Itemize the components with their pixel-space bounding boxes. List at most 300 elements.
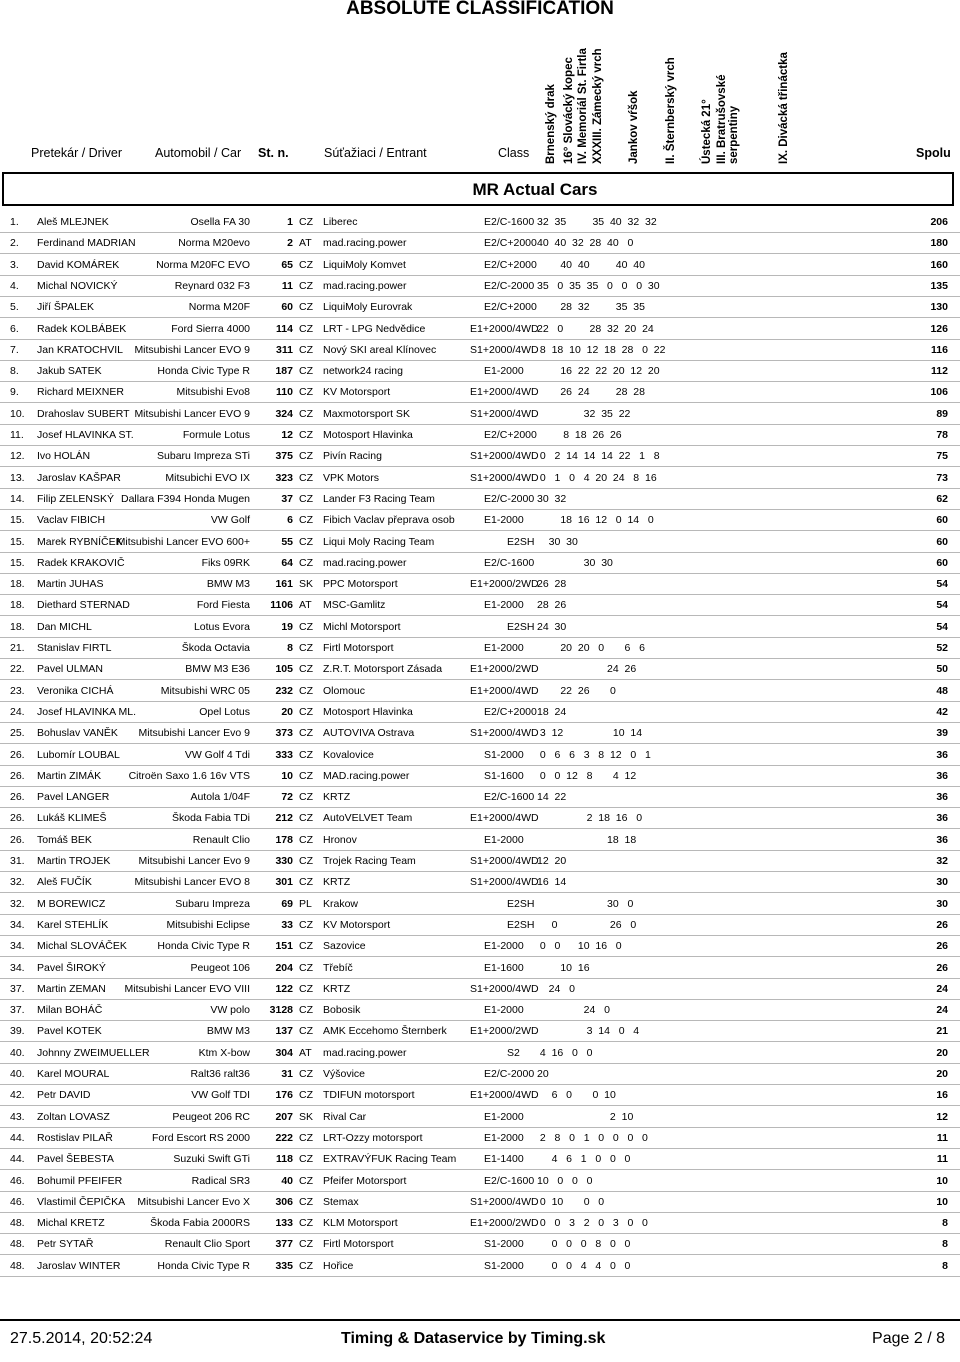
table-row (0, 1107, 960, 1128)
table-row (0, 446, 960, 467)
cell-start-number: 137 (275, 1025, 293, 1038)
cell-driver: Michal NOVICKÝ (37, 279, 118, 292)
cell-nationality: CZ (299, 365, 313, 378)
cell-class: E2SH (507, 918, 535, 931)
cell-start-number: 304 (275, 1046, 293, 1059)
cell-class: E1-1400 (484, 1153, 524, 1166)
cell-start-number: 178 (275, 833, 293, 846)
cell-class: E1+2000/2WD (470, 578, 539, 591)
cell-nationality: CZ (299, 322, 313, 335)
cell-class: E2/C-1600 (484, 791, 535, 804)
cell-start-number: 6 (287, 514, 293, 527)
cell-car: Honda Civic Type R (157, 1259, 250, 1272)
cell-car: VW Golf TDI (191, 1089, 250, 1102)
cell-position: 7. (10, 343, 19, 356)
table-row (0, 1128, 960, 1149)
table-row (0, 276, 960, 297)
cell-start-number: 1106 (270, 599, 293, 612)
cell-car: Mitsubishi Lancer Evo 9 (138, 727, 250, 740)
cell-start-number: 204 (275, 961, 293, 974)
cell-car: Škoda Octavia (181, 642, 250, 654)
cell-position: 46. (10, 1195, 25, 1208)
cell-position: 5. (10, 301, 19, 314)
cell-nationality: CZ (299, 1004, 313, 1017)
cell-start-number: 122 (275, 982, 293, 995)
cell-nationality: AT (299, 1046, 312, 1059)
cell-class: S1+2000/4WD (470, 1195, 539, 1208)
cell-class: E1+2000/4WD (470, 386, 539, 399)
cell-event-points: 0 6 6 3 8 12 0 1 (537, 748, 651, 761)
cell-total-points: 24 (936, 1004, 948, 1017)
cell-driver: Michal KRETZ (37, 1217, 105, 1230)
cell-position: 1. (10, 216, 19, 228)
cell-total-points: 11 (936, 1131, 948, 1144)
cell-class: E2/C+2000 (484, 258, 537, 271)
table-row (0, 1085, 960, 1106)
cell-car: BMW M3 E36 (185, 663, 250, 676)
cell-entrant: Firtl Motorsport (323, 1238, 394, 1251)
cell-class: S1+2000/4WD (470, 727, 539, 740)
cell-car: Norma M20FC EVO (156, 258, 250, 271)
cell-car: VW Golf (210, 514, 250, 527)
cell-car: Mitsubishi Lancer EVO 9 (134, 407, 250, 420)
table-row (0, 1043, 960, 1064)
cell-nationality: CZ (299, 705, 313, 718)
cell-nationality: SK (299, 578, 314, 591)
cell-total-points: 50 (936, 663, 948, 676)
cell-entrant: Motosport Hlavinka (323, 705, 413, 718)
cell-total-points: 206 (930, 216, 948, 228)
cell-driver: Karel STEHLÍK (37, 918, 109, 931)
cell-entrant: mad.racing.power (323, 1046, 407, 1059)
table-row (0, 255, 960, 276)
cell-total-points: 73 (936, 471, 948, 484)
cell-entrant: Liqui Moly Racing Team (323, 535, 435, 548)
cell-car: Mitsubishi Lancer EVO 8 (134, 876, 250, 889)
cell-position: 42. (10, 1089, 25, 1102)
cell-class: E1-2000 (484, 1004, 524, 1017)
cell-class: E2/C+2000 (484, 237, 537, 250)
cell-car: Škoda Fabia 2000RS (150, 1217, 250, 1230)
cell-event-points: 40 40 40 40 (537, 258, 645, 271)
cell-event-points: 30 0 (537, 897, 634, 910)
table-row (0, 425, 960, 446)
cell-position: 26. (10, 769, 25, 782)
cell-start-number: 11 (281, 279, 293, 292)
cell-total-points: 48 (936, 684, 948, 697)
table-row (0, 851, 960, 872)
cell-car: Mitsubishi WRC 05 (160, 684, 250, 697)
cell-position: 34. (10, 961, 25, 974)
cell-event-points: 32 35 22 (537, 407, 631, 420)
cell-total-points: 12 (936, 1110, 948, 1123)
cell-driver: Jaroslav WINTER (37, 1259, 121, 1272)
cell-nationality: CZ (299, 1238, 313, 1251)
cell-driver: Lubomír LOUBAL (37, 748, 120, 761)
cell-total-points: 112 (931, 365, 948, 378)
cell-entrant: Hronov (323, 833, 357, 846)
cell-start-number: 19 (281, 620, 293, 633)
cell-nationality: CZ (299, 642, 313, 654)
cell-total-points: 20 (936, 1068, 948, 1080)
cell-class: E2/C-2000 (484, 492, 535, 505)
cell-total-points: 89 (936, 407, 948, 420)
cell-start-number: 377 (275, 1238, 293, 1251)
cell-event-points: 22 0 28 32 20 24 (537, 322, 654, 335)
cell-position: 13. (10, 471, 25, 484)
cell-driver: Pavel ŠEBESTA (37, 1153, 114, 1166)
cell-entrant: KV Motorsport (323, 918, 391, 931)
cell-event-points: 3 14 0 4 (537, 1025, 640, 1038)
cell-driver: Radek KRAKOVIČ (37, 556, 125, 569)
table-row (0, 382, 960, 403)
cell-car: Lotus Evora (193, 620, 250, 633)
cell-class: E1-1600 (484, 961, 524, 974)
cell-event-points: 40 40 32 28 40 0 (537, 237, 634, 250)
cell-car: Citroën Saxo 1.6 16v VTS (128, 769, 250, 782)
cell-position: 48. (10, 1259, 25, 1272)
table-row (0, 595, 960, 616)
cell-position: 34. (10, 940, 25, 953)
cell-start-number: 20 (281, 705, 293, 718)
cell-position: 15. (10, 535, 25, 548)
cell-start-number: 8 (287, 642, 293, 654)
cell-start-number: 1 (287, 216, 293, 228)
cell-entrant: Trojek Racing Team (323, 855, 416, 867)
table-row (0, 1192, 960, 1213)
cell-total-points: 36 (936, 769, 948, 782)
cell-car: Ktm X-bow (198, 1046, 250, 1059)
cell-total-points: 26 (936, 940, 948, 953)
cell-entrant: Rival Car (323, 1110, 367, 1123)
cell-nationality: CZ (299, 216, 313, 228)
cell-class: S1+2000/4WD (470, 876, 539, 889)
cell-class: E1-2000 (484, 940, 524, 953)
cell-total-points: 135 (930, 279, 948, 292)
cell-class: S1+2000/4WD (470, 407, 539, 420)
cell-car: BMW M3 (206, 578, 250, 591)
cell-event-points: 0 0 0 8 0 0 (537, 1238, 631, 1251)
cell-entrant: KRTZ (323, 876, 351, 889)
cell-class: E1+2000/4WD (470, 812, 539, 825)
cell-position: 32. (10, 897, 25, 910)
cell-event-points: 16 22 22 20 12 20 (537, 365, 660, 378)
cell-class: S1-2000 (484, 1259, 524, 1272)
cell-entrant: Maxmotorsport SK (323, 407, 410, 420)
cell-event-points: 0 1 0 4 20 24 8 16 (537, 471, 657, 484)
cell-start-number: 161 (275, 578, 293, 591)
cell-car: Ford Fiesta (196, 599, 250, 612)
cell-entrant: KV Motorsport (323, 386, 391, 399)
cell-position: 18. (10, 578, 25, 591)
cell-start-number: 375 (275, 450, 293, 463)
table-row (0, 766, 960, 787)
table-row (0, 787, 960, 808)
cell-position: 44. (10, 1131, 25, 1144)
cell-position: 37. (10, 1004, 25, 1017)
cell-nationality: SK (299, 1110, 314, 1123)
cell-total-points: 8 (942, 1238, 948, 1251)
cell-position: 9. (10, 386, 19, 399)
cell-driver: Dan MICHL (37, 620, 92, 633)
cell-event-points: 3 12 10 14 (537, 727, 643, 740)
cell-event-points: 20 (537, 1068, 549, 1080)
cell-start-number: 306 (275, 1195, 293, 1208)
cell-event-points: 10 16 (537, 961, 590, 974)
cell-position: 18. (10, 620, 25, 633)
cell-entrant: Firtl Motorsport (323, 642, 394, 654)
cell-class: S1+2000/4WD (470, 343, 539, 356)
cell-car: Fiks 09RK (201, 556, 250, 569)
cell-car: Subaru Impreza (175, 897, 250, 910)
cell-position: 26. (10, 791, 25, 804)
cell-nationality: CZ (299, 769, 313, 782)
cell-nationality: CZ (299, 833, 313, 846)
cell-driver: Zoltan LOVASZ (37, 1110, 110, 1123)
header-class: Class (498, 146, 530, 160)
cell-total-points: 26 (936, 961, 948, 974)
cell-total-points: 30 (936, 897, 948, 910)
table-row (0, 553, 960, 574)
cell-position: 3. (10, 258, 19, 271)
cell-car: Mitsubishi Lancer Evo X (137, 1195, 250, 1208)
cell-nationality: CZ (299, 684, 313, 697)
cell-nationality: CZ (299, 279, 313, 292)
cell-entrant: KLM Motorsport (323, 1217, 398, 1230)
cell-entrant: LiquiMoly Komvet (323, 258, 406, 271)
cell-car: Osella FA 30 (190, 216, 250, 228)
cell-driver: Michal SLOVÁČEK (37, 940, 127, 953)
cell-event-points: 0 10 0 0 (537, 1195, 605, 1208)
cell-total-points: 10 (936, 1174, 948, 1187)
cell-total-points: 36 (936, 833, 948, 846)
table-row (0, 1064, 960, 1085)
cell-driver: Marek RYBNÍČEK (37, 535, 123, 548)
cell-total-points: 39 (936, 727, 948, 740)
cell-event-points: 0 0 12 8 4 12 (537, 769, 637, 782)
cell-class: E2/C+2000 (484, 429, 537, 441)
table-row (0, 638, 960, 659)
cell-class: E1+2000/2WD (470, 1217, 539, 1230)
cell-start-number: 3128 (269, 1004, 293, 1017)
cell-start-number: 324 (275, 407, 293, 420)
cell-driver: Jan KRATOCHVIL (37, 343, 123, 356)
cell-class: E1-2000 (484, 365, 524, 378)
cell-driver: Ferdinand MADRIAN (37, 237, 136, 250)
cell-total-points: 54 (936, 599, 948, 612)
table-row (0, 681, 960, 702)
cell-event-points: 0 0 3 2 0 3 0 0 (537, 1217, 648, 1230)
cell-car: Mitsubishi Lancer EVO 600+ (116, 535, 250, 548)
cell-position: 24. (10, 705, 25, 718)
cell-total-points: 54 (936, 620, 948, 633)
cell-total-points: 78 (936, 429, 948, 441)
cell-car: Mitsubishi Evo8 (176, 386, 250, 399)
cell-driver: Bohumil PFEIFER (37, 1174, 123, 1187)
cell-class: E1-2000 (484, 1131, 524, 1144)
cell-start-number: 232 (275, 684, 293, 697)
cell-nationality: CZ (299, 1089, 313, 1102)
cell-entrant: Pivín Racing (323, 450, 382, 463)
cell-position: 11. (10, 429, 24, 441)
header-driver: Pretekár / Driver (31, 146, 122, 160)
cell-start-number: 33 (281, 918, 293, 931)
cell-event-points: 12 20 (537, 855, 567, 867)
cell-driver: Pavel LANGER (37, 791, 110, 804)
cell-entrant: mad.racing.power (323, 237, 407, 250)
cell-class: E1-2000 (484, 833, 524, 846)
cell-entrant: AMK Eccehomo Šternberk (323, 1025, 447, 1038)
cell-driver: Richard MEIXNER (37, 386, 124, 399)
cell-total-points: 32 (936, 855, 948, 867)
cell-total-points: 62 (936, 492, 948, 505)
table-row (0, 659, 960, 680)
cell-car: Mitsubishi Lancer Evo 9 (138, 855, 250, 867)
cell-entrant: Nový SKI areal Klínovec (323, 343, 437, 356)
cell-entrant: LRT-Ozzy motorsport (323, 1131, 423, 1144)
cell-entrant: KRTZ (323, 982, 351, 995)
cell-driver: Diethard STERNAD (37, 599, 130, 612)
section-title: MR Actual Cars (472, 180, 598, 199)
cell-car: Subaru Impreza STi (157, 450, 250, 463)
header-num: St. n. (258, 146, 289, 160)
cell-class: E2/C-1600 (484, 556, 535, 569)
event-header-4: XXXIII. Zámecký vrch (592, 48, 604, 164)
cell-position: 8. (10, 365, 19, 378)
cell-driver: Martin TROJEK (37, 855, 111, 867)
cell-position: 48. (10, 1238, 25, 1251)
cell-entrant: VPK Motors (323, 471, 380, 484)
cell-entrant: PPC Motorsport (323, 578, 398, 591)
table-row (0, 1213, 960, 1234)
table-row (0, 297, 960, 318)
table-row (0, 340, 960, 361)
cell-position: 18. (10, 599, 25, 612)
cell-car: Ford Sierra 4000 (171, 322, 250, 335)
cell-event-points: 16 14 (537, 876, 567, 889)
cell-event-points: 0 26 0 (537, 918, 637, 931)
cell-entrant: KRTZ (323, 791, 351, 804)
cell-start-number: 187 (275, 365, 293, 378)
cell-class: S2 (507, 1046, 520, 1059)
cell-start-number: 55 (281, 535, 293, 548)
cell-driver: Stanislav FIRTL (37, 642, 112, 654)
cell-class: S1-2000 (484, 1238, 524, 1251)
cell-driver: Vlastimil ČEPIČKA (37, 1195, 126, 1208)
cell-entrant: mad.racing.power (323, 279, 407, 292)
cell-total-points: 116 (931, 343, 948, 356)
cell-event-points: 0 0 4 4 0 0 (537, 1259, 631, 1272)
table-row (0, 1234, 960, 1255)
cell-entrant: Sazovice (323, 940, 366, 953)
cell-car: Radical SR3 (191, 1174, 250, 1187)
cell-driver: Martin ZIMÁK (37, 769, 102, 782)
cell-entrant: Z.R.T. Motorsport Zásada (323, 663, 443, 676)
cell-class: S1+2000/4WD (470, 855, 539, 867)
cell-nationality: CZ (299, 982, 313, 995)
cell-nationality: CZ (299, 727, 313, 740)
cell-position: 2. (10, 237, 19, 250)
cell-total-points: 36 (936, 791, 948, 804)
cell-event-points: 30 30 (537, 556, 613, 569)
cell-entrant: Olomouc (323, 684, 366, 697)
footer-service: Timing & Dataservice by Timing.sk (341, 1330, 606, 1347)
cell-driver: Josef HLAVINKA ML. (37, 705, 137, 718)
cell-entrant: AutoVELVET Team (323, 812, 413, 825)
cell-start-number: 105 (275, 663, 293, 676)
cell-entrant: Lander F3 Racing Team (323, 492, 435, 505)
cell-start-number: 40 (281, 1174, 293, 1187)
cell-driver: Pavel ULMAN (37, 663, 103, 676)
cell-start-number: 311 (276, 343, 293, 356)
cell-nationality: CZ (299, 940, 313, 953)
cell-driver: Drahoslav SUBERT (37, 407, 130, 420)
cell-nationality: CZ (299, 663, 313, 676)
cell-class: E1-2000 (484, 514, 524, 527)
cell-total-points: 21 (936, 1025, 948, 1038)
cell-nationality: CZ (299, 1131, 313, 1144)
cell-total-points: 106 (930, 386, 948, 399)
cell-event-points: 32 35 35 40 32 32 (537, 216, 657, 228)
cell-driver: Jaroslav KAŠPAR (37, 471, 121, 484)
cell-entrant: EXTRAVÝFUK Racing Team (323, 1153, 457, 1166)
cell-total-points: 126 (930, 322, 948, 335)
cell-driver: Filip ZELENSKÝ (37, 492, 115, 505)
footer-divider (0, 1319, 960, 1321)
cell-position: 44. (10, 1153, 25, 1166)
cell-start-number: 60 (281, 301, 293, 314)
cell-position: 21. (10, 642, 25, 654)
cell-class: E2/C-1600 (484, 1174, 535, 1187)
cell-event-points: 18 24 (537, 705, 567, 718)
cell-entrant: Michl Motorsport (323, 620, 401, 633)
cell-nationality: CZ (299, 918, 313, 931)
cell-total-points: 60 (936, 514, 948, 527)
cell-class: E1+2000/4WD (470, 1089, 539, 1102)
cell-class: S1+2000/4WD (470, 471, 539, 484)
cell-position: 25. (10, 727, 25, 740)
cell-driver: Rostislav PILAŘ (37, 1131, 113, 1144)
cell-position: 6. (10, 322, 19, 335)
cell-class: E1+2000/4WD (470, 684, 539, 697)
cell-total-points: 42 (936, 705, 948, 718)
cell-driver: Johnny ZWEIMUELLER (37, 1046, 150, 1059)
cell-nationality: CZ (299, 1195, 313, 1208)
cell-start-number: 12 (281, 429, 293, 441)
cell-driver: Jakub SATEK (37, 365, 102, 378)
cell-start-number: 118 (276, 1153, 293, 1166)
table-row (0, 468, 960, 489)
cell-nationality: CZ (299, 471, 313, 484)
cell-start-number: 323 (275, 471, 293, 484)
cell-total-points: 36 (936, 748, 948, 761)
cell-car: Škoda Fabia TDi (171, 812, 250, 825)
cell-event-points: 24 26 (537, 663, 637, 676)
cell-car: Mitsubishi Eclipse (166, 918, 250, 931)
cell-start-number: 65 (281, 258, 293, 271)
event-header-9: IX. Divácká třináctka (778, 52, 790, 164)
cell-nationality: CZ (299, 514, 313, 527)
event-header-6: II. Šternberský vrch (665, 57, 677, 164)
table-row (0, 489, 960, 510)
cell-position: 14. (10, 492, 25, 505)
header-total: Spolu (916, 146, 951, 160)
cell-entrant: LRT - LPG Nedvědice (323, 322, 426, 335)
cell-position: 43. (10, 1110, 25, 1123)
cell-total-points: 26 (936, 918, 948, 931)
cell-start-number: 176 (275, 1089, 293, 1102)
cell-start-number: 335 (275, 1259, 293, 1272)
